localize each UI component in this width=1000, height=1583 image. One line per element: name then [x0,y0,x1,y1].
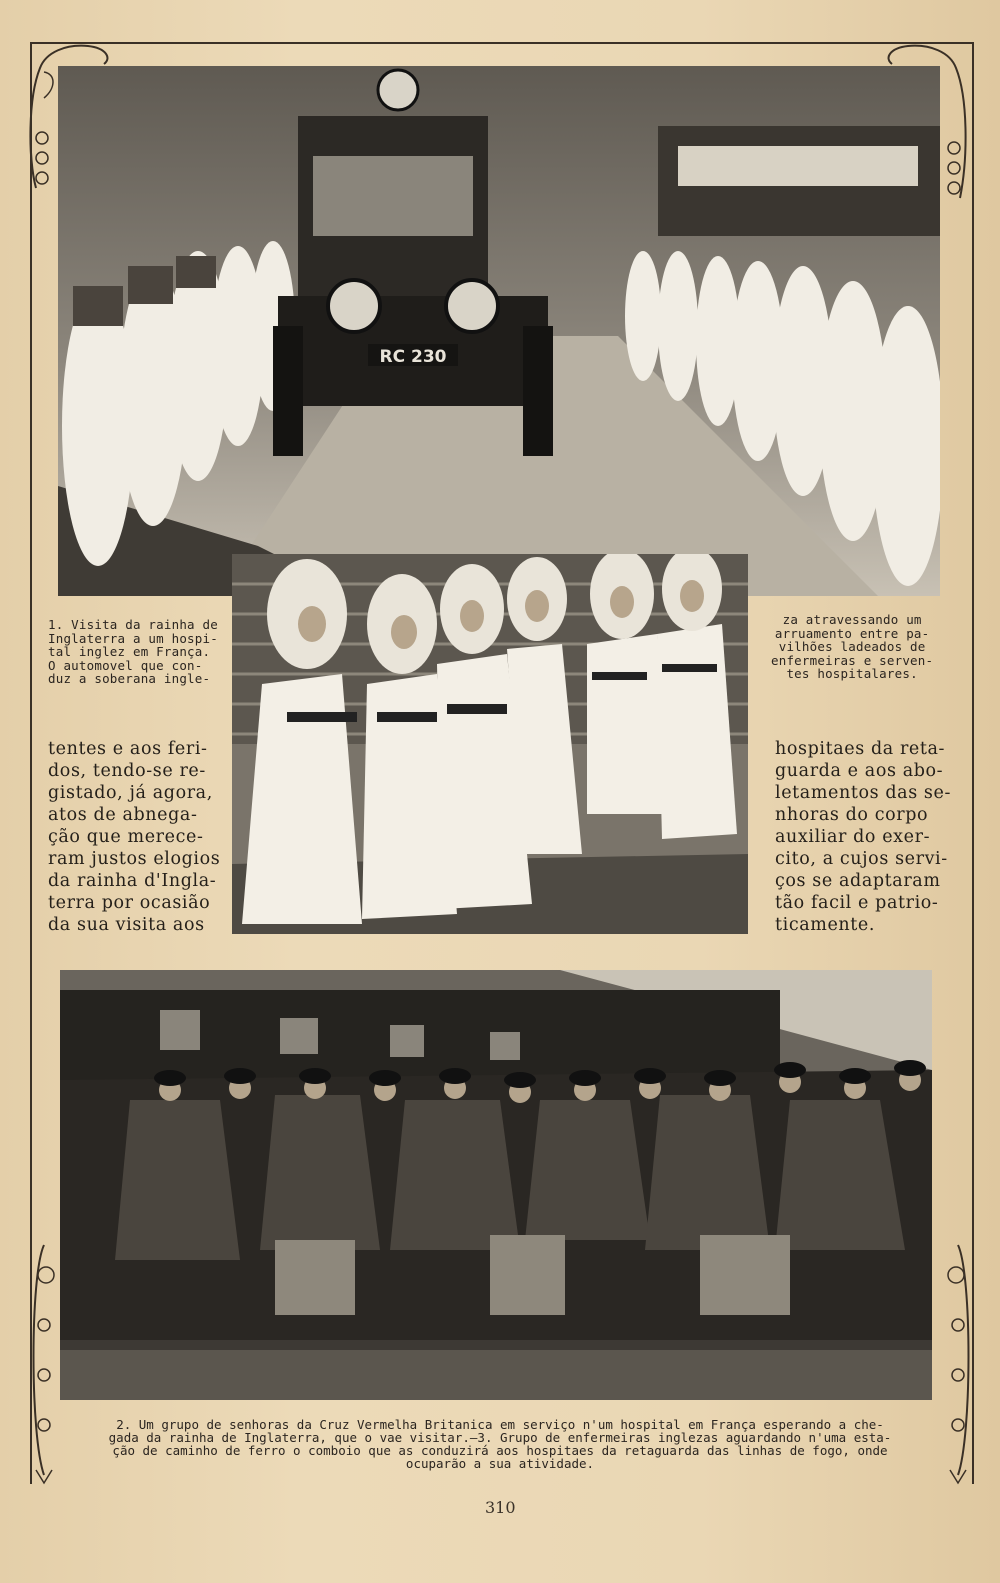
article-text-right: hospitaes da reta- guarda e aos abo- letamentos das se- nhoras do corpo auxiliar do exer- cito, a cujos servi- ços se adaptaram tão facil e patrio- ticamente. [775,739,951,935]
ornament-bottom-right-icon [928,1235,978,1485]
photo-nurses-group [232,554,748,934]
caption-photo-1-part-1: 1. Visita da rainha de Inglaterra a um hospi- tal inglez em França. O automovel que con- duz a soberana ingle- [48,617,218,686]
caption-photos-2-3: 2. Um grupo de senhoras da Cruz Vermelha Britanica em serviço n'um hospital em França esperando a che- gada da rainha de Inglaterra, que o vae visitar.—3. Grupo de enfermeiras inglezas aguardando n'uma esta- ção de caminho de ferro o comboio que as conduzirá aos hospitaes da retaguarda das linhas de fogo, onde ocuparão a sua atividade. [108,1417,892,1471]
photo-red-cross-station [60,970,932,1400]
photo-queen-automobile [58,66,940,596]
article-text-left: tentes e aos feri- dos, tendo-se re- gistado, já agora, atos de abnega- ção que merece- ram justos elogios da rainha d'Ingla- terra por ocasião da sua visita aos [48,739,221,935]
photo-top-drawing [58,66,940,596]
page-number: 310 [485,1498,516,1517]
photo-bottom-drawing [60,970,932,1400]
license-plate: RC 230 [379,347,447,367]
caption-photo-1-part-2: za atravessando um arruamento entre pa- vilhões ladeados de enfermeiras e serven- tes hospitalares. [771,612,934,681]
photo-middle-drawing [232,554,748,934]
